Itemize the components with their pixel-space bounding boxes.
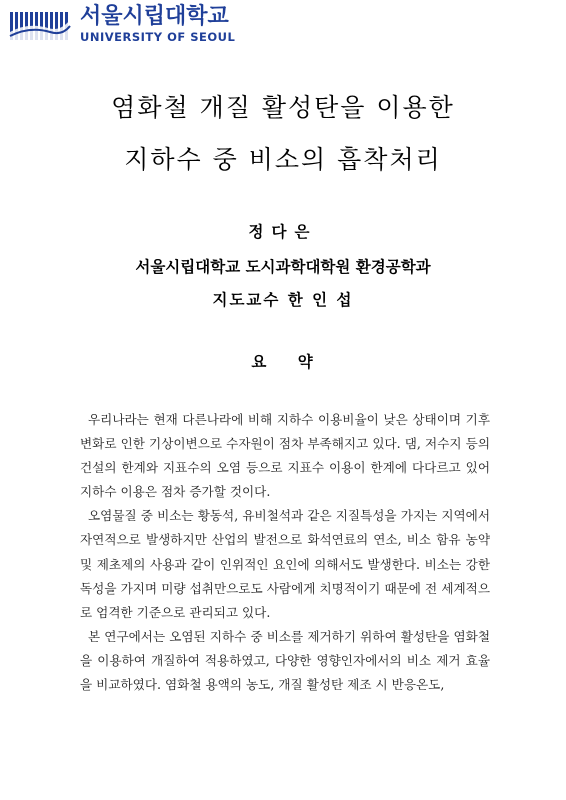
author-name: 정다은 bbox=[248, 222, 318, 241]
abstract-heading: 요 약 bbox=[251, 352, 315, 371]
abstract-paragraph: 우리나라는 현재 다른나라에 비해 지하수 이용비율이 낮은 상태이며 기후변화로 인한 기상이변으로 수자원이 점차 부족해지고 있다. 댐, 저수지 등의 건설의 한계와 지표수의 오염 등으로 지표수 이용이 한계에 다다르고 있어 지하수 이용은 점차 증가할 것이다. bbox=[80, 412, 490, 500]
abstract-paragraph: 본 연구에서는 오염된 지하수 중 비소를 제거하기 위하여 활성탄을 염화철을 이용하여 개질하여 적용하였고, 다양한 영향인자에서의 비소 제거 효율을 비교하였다. 염화철 용액의 농도, 개질 활성탄 제조 시 반응온도, bbox=[80, 628, 490, 693]
university-logo bbox=[8, 6, 235, 44]
department: 서울시립대학교 도시과학대학원 환경공학과 bbox=[135, 257, 431, 276]
advisor: 지도교수 한 인 섭 bbox=[212, 290, 354, 309]
thesis-title-line-1: 염화철 개질 활성탄을 이용한 bbox=[111, 93, 455, 122]
abstract-paragraph: 오염물질 중 비소는 황동석, 유비철석과 같은 지질특성을 가지는 지역에서 자연적으로 발생하지만 산업의 발전으로 화석연료의 연소, 비소 함유 농약 및 제초제의 사용과 같이 인위적인 요인에 의해서도 발생한다. 비소는 강한 독성을 가지며 미량 섭취만으로도 사람에게 치명적이기 때문에 전 세계적으로 엄격한 기준으로 관리되고 있다. bbox=[80, 508, 490, 620]
logo-english-name: UNIVERSITY OF SEOUL bbox=[80, 30, 236, 45]
abstract-body bbox=[80, 408, 490, 697]
thesis-title-line-2: 지하수 중 비소의 흡착처리 bbox=[124, 145, 442, 174]
logo-korean-name: 서울시립대학교 bbox=[80, 4, 229, 30]
university-emblem-icon bbox=[8, 6, 72, 44]
